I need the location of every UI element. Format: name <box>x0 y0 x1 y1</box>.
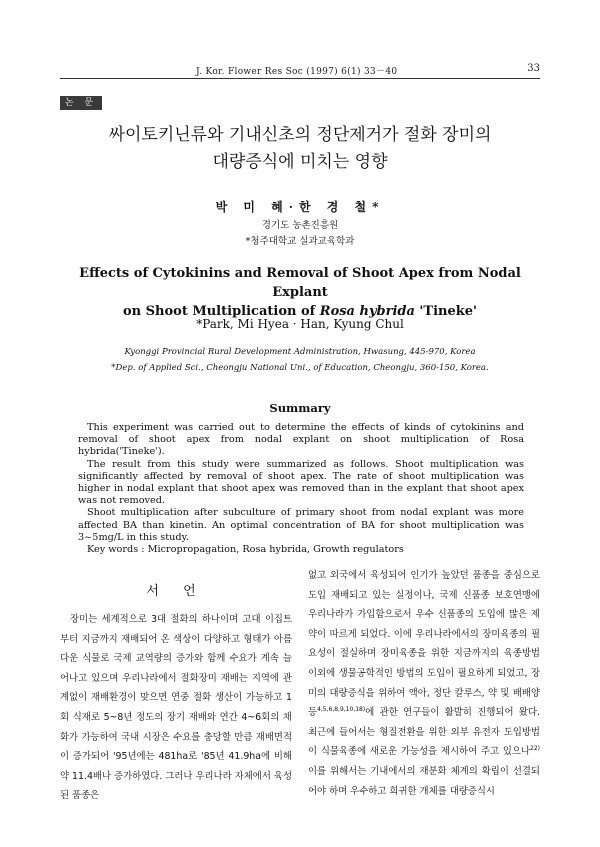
keywords: Key words : Micropropagation, Rosa hybrida, Growth regulators <box>87 544 404 556</box>
running-header: J. Kor. Flower Res Soc (1997) 6(1) 33－40 <box>196 67 398 77</box>
intro-right-text-b: 에 관한 연구들이 활발히 진행되어 왔다. 최근에 들어서는 형질전환을 위한 외부 유전자 도입방법이 식물육종에 새로운 가능성을 제시하여 주고 있으나 <box>308 707 540 758</box>
species-name: Rosa hybrida <box>319 304 415 319</box>
korean-affiliation-2: *청주대학교 실과교육학과 <box>245 236 355 247</box>
abstract-paragraph-1: This experiment was carried out to determine the effects of kinds of cytokinins and removal of shoot apex from nodal explant on shoot multiplication of Rosa hybrida('Tineke'). <box>78 422 524 458</box>
english-title-line2-suffix: 'Tineke' <box>414 304 478 319</box>
right-column <box>308 566 540 801</box>
english-authors: *Park, Mi Hyea · Han, Kyung Chul <box>196 317 404 331</box>
summary-heading: Summary <box>269 401 331 415</box>
english-title <box>60 264 540 321</box>
english-affiliation-1: Kyonggi Provincial Rural Development Administration, Hwasung, 445-970, Korea <box>124 347 476 357</box>
korean-title-line1: 싸이토키닌류와 기내신초의 정단제거가 절화 장미의 <box>108 125 492 145</box>
english-title-line2-prefix: on Shoot Multiplication of <box>122 304 320 319</box>
header-rule <box>60 78 540 79</box>
intro-paragraph-left: 장미는 세계적으로 3대 절화의 하나이며 고대 이집트부터 지금까지 재배되어 온 색상이 다양하고 형태가 아름다운 식물로 국제 교역량의 증가와 함께 수요가 계속 늘어나고 있으며 우리나라에서 절화장미 재배는 지역에 관계없이 재배환경이 맞으면 연중 절화 생산이 가능하고 1회 식재로 5~8년 정도의 장기 재배와 연간 4~6회의 채화가 가능하여 국내 시장은 수요를 충당할 만큼 재배면적이 증가되어 '95년에는 481ha로 '85년 41.9ha에 비해 약 11.4배나 증가하였다. 그러나 우리나라 자체에서 육성된 품종은 <box>60 614 292 802</box>
abstract-paragraph-2: The result from this study were summarized as follows. Shoot multiplication was significantly affected by removal of shoot apex. The rate of shoot multiplication was higher in nodal explant that shoot apex was removed than in the explant that shoot apex was not removed. <box>78 458 524 507</box>
introduction-heading: 서 언 <box>146 584 206 599</box>
left-column <box>60 574 292 806</box>
intro-paragraph-right <box>308 566 540 801</box>
citation-refs-2: 22) <box>530 745 540 753</box>
korean-title <box>60 122 540 176</box>
korean-affiliation-1: 경기도 농촌진흥원 <box>261 220 339 231</box>
intro-right-text-c: 이를 위해서는 기내에서의 재분화 체계의 확립이 선결되어야 하며 우수하고 희귀한 개체를 대량증식시 <box>308 765 540 797</box>
korean-authors: 박 미 혜·한 경 철* <box>215 200 385 214</box>
page-number: 33 <box>527 63 540 74</box>
article-type-badge: 논 문 <box>60 96 102 110</box>
intro-right-text-a: 없고 외국에서 육성되어 인기가 높았던 품종을 중심으로 도입 재배되고 있는 실정이나, 국제 신품종 보호연맹에 우리나라가 가입함으로서 우수 신품종의 도입에 많은 제약이 따르게 되었다. 이에 우리나라에서의 장미육종의 필요성이 절실하며 장미육종을 위한 지금까지의 육종방법이외에 생물공학적인 방법의 도입이 필요하게 되었고, 장미의 대량증식을 위하여 액아, 정단 칼루스, 약 및 배배양 등 <box>308 570 540 719</box>
abstract <box>78 422 524 556</box>
abstract-paragraph-3: Shoot multiplication after subculture of primary shoot from nodal explant was more affected BA than kinetin. An optimal concentration of BA for shoot multiplication was 3~5mg/L in this study. <box>78 507 524 543</box>
english-affiliation-2: *Dep. of Applied Sci., Cheongju National Uni., of Education, Cheongju, 360-150, Korea. <box>111 363 489 373</box>
korean-title-line2: 대량증식에 미치는 영향 <box>212 152 388 172</box>
citation-refs-1: 4,5,6,8,9,10,18) <box>317 706 366 714</box>
english-title-line1: Effects of Cytokinins and Removal of Shoot Apex from Nodal Explant <box>79 266 521 300</box>
